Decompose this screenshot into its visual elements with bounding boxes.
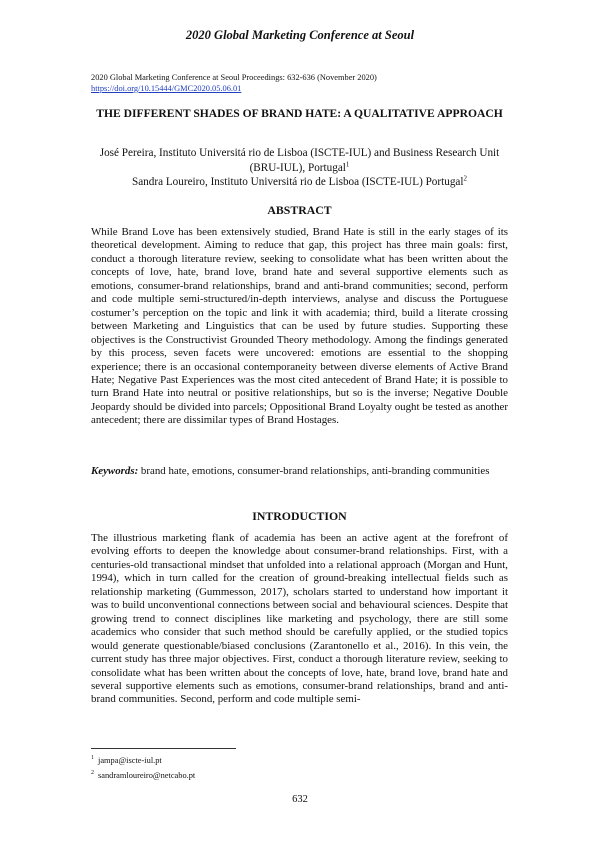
author-1 [91,146,508,175]
footnote-2 [91,767,195,782]
author-2-affiliation: Sandra Loureiro, Instituto Universitá rio de Lisboa (ISCTE-IUL) Portugal [131,176,464,188]
footnote-1-mark: 1 [91,755,94,761]
paper-title: THE DIFFERENT SHADES OF BRAND HATE: A QUALITATIVE APPROACH [96,107,503,120]
doi-link[interactable]: https://doi.org/10.15444/GMC2020.05.06.01 [91,84,242,93]
keywords [91,465,508,478]
footnotes [91,752,195,782]
keywords-label: Keywords: [91,465,139,477]
footnote-2-mark: 2 [91,769,94,776]
author-2 [91,175,508,190]
proceedings-info [91,72,377,94]
footnote-1-email: jampa@iscte-iul.pt [98,755,162,765]
page-number: 632 [292,794,308,805]
proceedings-citation: 2020 Global Marketing Conference at Seoul Proceedings: 632-636 (November 2020) [91,73,377,82]
abstract-text: While Brand Love has been extensively studied, Brand Hate is still in the early stages of its theoretical development. Aiming to reduce that gap, this project has three main goals: first, conduct a thorough literature review, seeking to consolidate what has been written about the concepts of love, hate, brand love, brand hate and several supportive elements such as emotions, consumer-brand relationships, brand and anti-brand communities; second, perform and code multiple semi-structured/in-depth interviews, analyse and discuss the Portuguese costumer’s perception on the topic and link it with academia; third, build a literate crossing between Marketing and Linguistics that can be used by future studies. Supporting these objectives is the Constructivist Grounded Theory methodology. Among the findings generated by this process, seven facets were uncovered: emotions are essential to the shopping experience; there is an occasional contemporaneity between diverse elements of Active Brand Hate; Negative Past Experiences was the most cited antecedent of Brand Hate; it is possible to turn Brand Hate into neutral or positive relationships, but so is the inverse; Negative Double Jeopardy should be divided into parcels; Oppositional Brand Loyalty ought be tested as another antecedent; there are dissimilar types of Brand Hostages. [91,226,508,427]
author-list [91,146,508,190]
keywords-text: brand hate, emotions, consumer-brand relationships, anti-branding communities [138,465,490,477]
introduction-heading: INTRODUCTION [252,509,347,523]
footnote-2-email: sandramloureiro@netcabo.pt [98,770,196,780]
footnote-ref-2: 2 [463,174,467,183]
introduction-text: The illustrious marketing flank of academia has been an active agent at the forefront of evolving efforts to deepen the knowledge about consumer-brand relationships. First, with a centuries-old transactional mindset that unfolded into a relational approach (Morgan and Hunt, 1994), which in turn called for the creation of ground-breaking intellectual fields such as relationship marketing (Gummesson, 2017), scholars started to understand how important it was to build unconventional connections between social and behavioural sciences. Despite that growing trend to connect disciplines like marketing and psychology, there are still some academics who consider that such method should be carefully applied, or the studied topics would generate questionable/biased conclusions (Zarantonello et al., 2016). In this vein, the current study has three major objectives. First, conduct a thorough literature review, seeking to consolidate what has been written about the concepts of love, hate, brand love, brand hate and several supportive elements such as emotions, consumer-brand relationships, brand and anti-brand communities. Second, perform and code multiple semi- [91,532,508,706]
conference-header: 2020 Global Marketing Conference at Seoul [185,28,415,42]
footnote-divider [91,748,236,749]
abstract-heading: ABSTRACT [267,203,332,217]
footnote-1 [91,752,195,767]
footnote-ref-1: 1 [345,159,350,168]
author-1-affiliation: José Pereira, Instituto Universitá rio de Lisboa (ISCTE-IUL) and Business Research Unit (BRU-IUL), Portugal [99,147,500,174]
